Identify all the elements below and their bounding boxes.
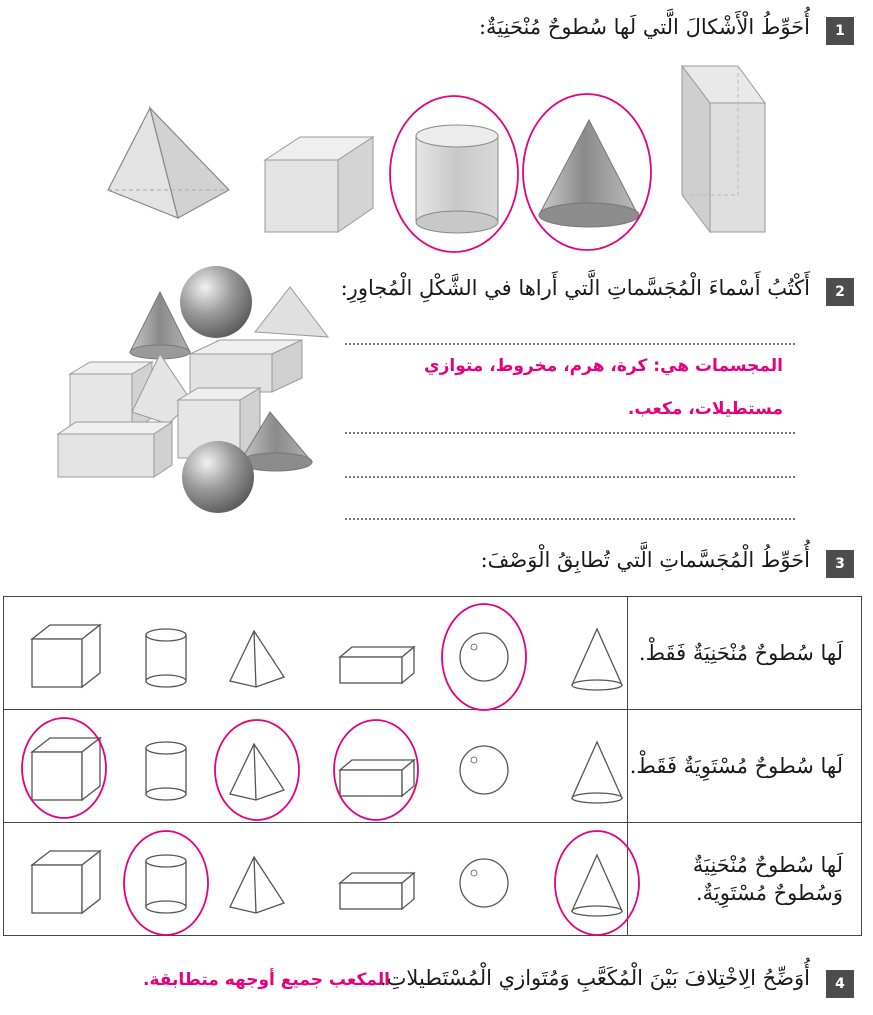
pyramid-icon [108,108,229,218]
q4-answer: المكعب جميع أوجهه متطابقة. [142,970,390,990]
cylinder-icon [146,629,186,687]
q2-answer-line-1: المجسمات هي: كرة، هرم، مخروط، متوازي [424,356,783,376]
table-row [4,823,862,936]
question-4-number: 4 [826,970,854,998]
sphere-icon [460,746,508,794]
dotted-line [345,432,795,434]
question-4-text: أُوَضِّحُ الِاخْتِلافَ بَيْنَ الْمُكَعَّبِ وَمُتَوازي الْمُسْتَطيلاتِ. [379,966,810,990]
shapes-cell [4,710,628,823]
question-2-number: 2 [826,278,854,306]
sphere-icon [460,633,508,681]
dotted-line [345,518,795,520]
cube-icon [32,625,100,687]
description-table [3,596,862,936]
cylinder-icon [146,855,186,913]
cone-icon [572,629,622,690]
row-label: لَها سُطوحٌ مُنْحَنِيَةٌ فَقَطْ. [628,597,862,710]
row-shapes [4,710,644,822]
table-row [4,597,862,710]
table-row [4,710,862,823]
question-3-number: 3 [826,550,854,578]
pyramid-icon [230,857,284,913]
cube-icon [32,738,100,800]
q1-shapes [0,0,873,260]
question-1-number: 1 [826,17,854,45]
question-3-text: أُحَوِّطُ الْمُجَسَّماتِ الَّتي تُطابِقُ الْوَصْفَ: [480,548,810,572]
sphere-icon [182,441,254,513]
cone-icon [572,742,622,803]
shapes-cell [4,823,628,936]
sphere-icon [460,859,508,907]
rectangular-prism-icon [340,873,414,909]
cylinder-icon [416,125,498,233]
row-shapes [4,823,644,935]
pyramid-icon [255,287,328,337]
cone-icon [539,120,639,227]
cone-icon [572,855,622,916]
question-2-text: أَكْتُبُ أَسْماءَ الْمُجَسَّماتِ الَّتي أَراها في الشَّكْلِ الْمُجاوِرِ: [340,276,810,300]
dotted-line [345,476,795,478]
rectangular-prism-icon [190,354,272,392]
q2-solids-illustration [50,262,350,522]
q2-answer-line-2: مستطيلات، مكعب. [627,399,783,419]
row-label: لَها سُطوحٌ مُنْحَنِيَةٌ وَسُطوحٌ مُسْتَوِيَةٌ. [628,823,862,936]
pyramid-icon [230,631,284,687]
row-label: لَها سُطوحٌ مُسْتَوِيَةٌ فَقَطْ. [628,710,862,823]
rectangular-prism-icon [58,434,154,477]
cylinder-icon [146,742,186,800]
shapes-cell [4,597,628,710]
sphere-icon [180,266,252,338]
rectangular-prism-icon [682,66,765,232]
rectangular-prism-icon [340,760,414,796]
pyramid-icon [230,744,284,800]
dotted-line [345,343,795,345]
row-shapes [4,597,644,709]
cube-icon [265,137,373,232]
rectangular-prism-icon [340,647,414,683]
cube-icon [32,851,100,913]
question-1-text: أُحَوِّطُ الْأَشْكالَ الَّتي لَها سُطوحٌ مُنْحَنِيَةٌ: [478,15,810,39]
